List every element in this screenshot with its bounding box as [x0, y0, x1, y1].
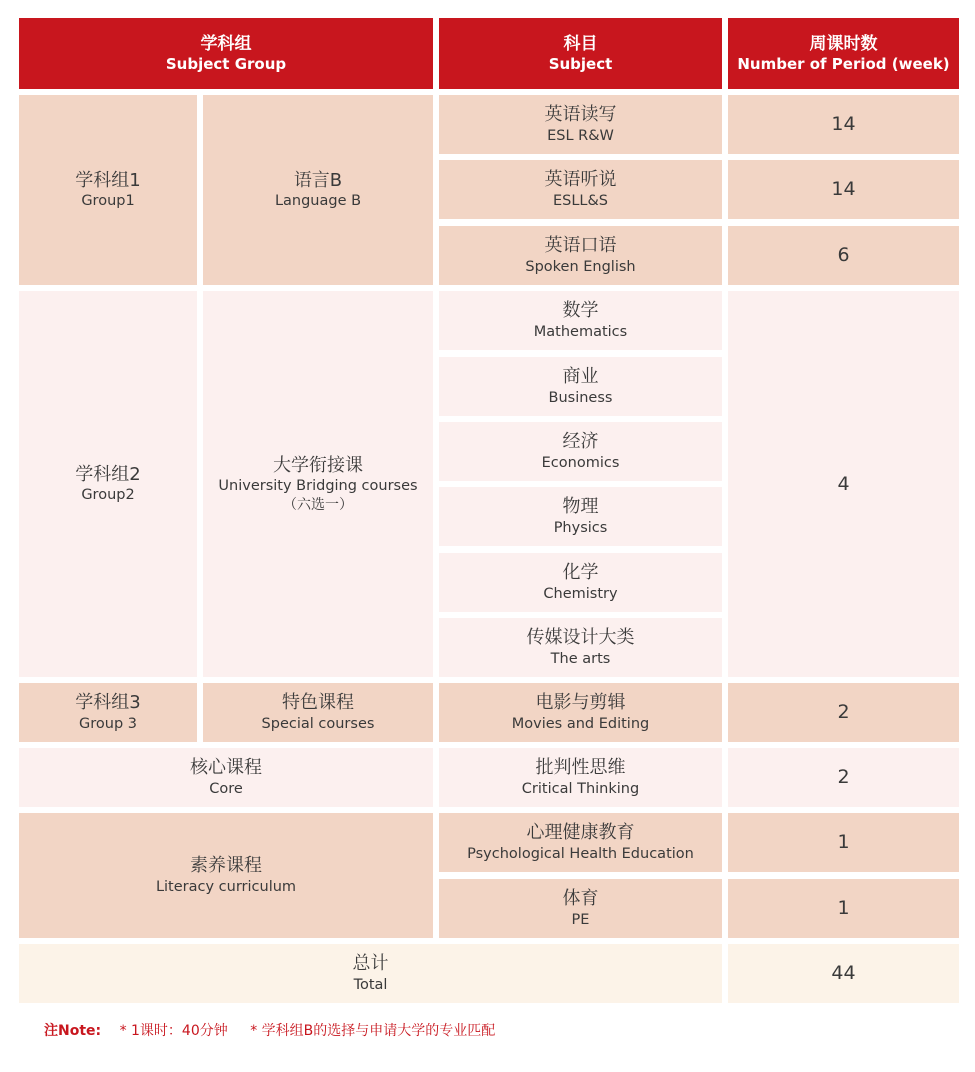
group2-zh: 学科组2 [75, 463, 141, 485]
bridging-courses-note: （六选一） [283, 496, 353, 513]
subject-zh: 心理健康教育 [526, 822, 635, 843]
subject-en: Business [548, 389, 613, 406]
header-periods [728, 18, 959, 89]
subject-zh: 英语口语 [544, 235, 617, 256]
special-courses-zh: 特色课程 [282, 692, 354, 713]
literacy-en: Literacy curriculum [155, 878, 297, 895]
footnote-item-group-b: * 学科组B的选择与申请大学的专业匹配 [250, 1023, 496, 1039]
periods-cell [728, 879, 959, 938]
subject-en: Critical Thinking [521, 780, 640, 797]
periods-value: 14 [831, 178, 856, 201]
subject-en: ESL R&W [547, 127, 614, 144]
header-subject-group [19, 18, 433, 89]
subject-cell [439, 683, 722, 742]
subject-cell [439, 748, 722, 807]
subject-en: Economics [541, 454, 620, 471]
group3-cell [19, 683, 197, 742]
header-subject-zh: 科目 [563, 33, 598, 54]
periods-value: 14 [831, 113, 856, 136]
subject-zh: 数学 [562, 300, 599, 321]
subject-en: The arts [550, 650, 611, 667]
bridging-courses-en: University Bridging courses [218, 478, 418, 495]
subject-zh: 化学 [562, 562, 599, 583]
subject-en: Psychological Health Education [467, 845, 694, 862]
subject-zh: 批判性思维 [535, 757, 626, 778]
periods-cell [728, 683, 959, 742]
subject-cell [439, 879, 722, 938]
periods-value: 1 [837, 831, 850, 854]
subject-cell [439, 553, 722, 612]
total-label-cell [19, 944, 722, 1003]
group2-en: Group2 [81, 487, 135, 504]
language-b-zh: 语言B [293, 169, 343, 191]
total-en: Total [353, 976, 388, 993]
periods-value: 4 [837, 472, 850, 495]
subject-cell [439, 813, 722, 872]
language-b-cell [203, 95, 433, 285]
group2-cell [19, 291, 197, 677]
header-subject-group-en: Subject Group [165, 55, 287, 74]
subject-zh: 电影与剪辑 [535, 692, 626, 713]
subject-zh: 英语读写 [544, 104, 617, 125]
group1-zh: 学科组1 [75, 169, 141, 191]
bridging-courses-cell [203, 291, 433, 677]
periods-cell [728, 226, 959, 285]
subject-zh: 体育 [562, 888, 599, 909]
subject-en: PE [571, 911, 590, 928]
core-cell [19, 748, 433, 807]
footnote-item-period-length: * 1课时：40分钟 [119, 1023, 228, 1039]
special-courses-en: Special courses [261, 715, 375, 732]
header-subject [439, 18, 722, 89]
total-periods-cell [728, 944, 959, 1003]
periods-value: 2 [837, 766, 850, 789]
subject-zh: 经济 [562, 431, 599, 452]
subject-cell [439, 487, 722, 546]
bridging-courses-zh: 大学衔接课 [273, 454, 363, 476]
subject-zh: 物理 [562, 496, 599, 517]
group1-en: Group1 [81, 193, 135, 210]
periods-cell [728, 160, 959, 219]
footnote [44, 1020, 513, 1040]
subject-zh: 商业 [562, 366, 599, 387]
literacy-zh: 素养课程 [190, 855, 262, 876]
subject-en: ESLL&S [552, 192, 609, 209]
header-subject-en: Subject [548, 55, 613, 74]
subject-cell [439, 160, 722, 219]
group3-zh: 学科组3 [75, 692, 141, 713]
subject-zh: 传媒设计大类 [526, 627, 635, 648]
subject-en: Spoken English [525, 258, 636, 275]
periods-cell [728, 813, 959, 872]
footnote-label: 注Note: [44, 1023, 102, 1039]
language-b-en: Language B [274, 193, 362, 210]
group3-en: Group 3 [79, 715, 137, 732]
periods-cell [728, 748, 959, 807]
subject-cell [439, 357, 722, 416]
subject-zh: 英语听说 [544, 169, 617, 190]
total-zh: 总计 [352, 953, 389, 974]
subject-cell [439, 291, 722, 350]
periods-value: 2 [837, 701, 850, 724]
subject-en: Chemistry [543, 585, 618, 602]
subject-en: Physics [553, 519, 608, 536]
periods-value: 6 [837, 244, 850, 267]
periods-cell [728, 95, 959, 154]
header-subject-group-zh: 学科组 [200, 33, 252, 54]
core-en: Core [209, 780, 243, 797]
group1-cell [19, 95, 197, 285]
subject-en: Movies and Editing [511, 715, 650, 732]
header-periods-en: Number of Period (week) [737, 55, 950, 74]
literacy-cell [19, 813, 433, 938]
subject-en: Mathematics [533, 323, 628, 340]
subject-cell [439, 618, 722, 677]
periods-value: 1 [837, 897, 850, 920]
subject-cell [439, 226, 722, 285]
subject-cell [439, 95, 722, 154]
subject-cell [439, 422, 722, 481]
periods-cell [728, 291, 959, 677]
total-periods-value: 44 [831, 962, 856, 985]
header-periods-zh: 周课时数 [809, 33, 878, 54]
core-zh: 核心课程 [190, 757, 262, 778]
special-courses-cell [203, 683, 433, 742]
